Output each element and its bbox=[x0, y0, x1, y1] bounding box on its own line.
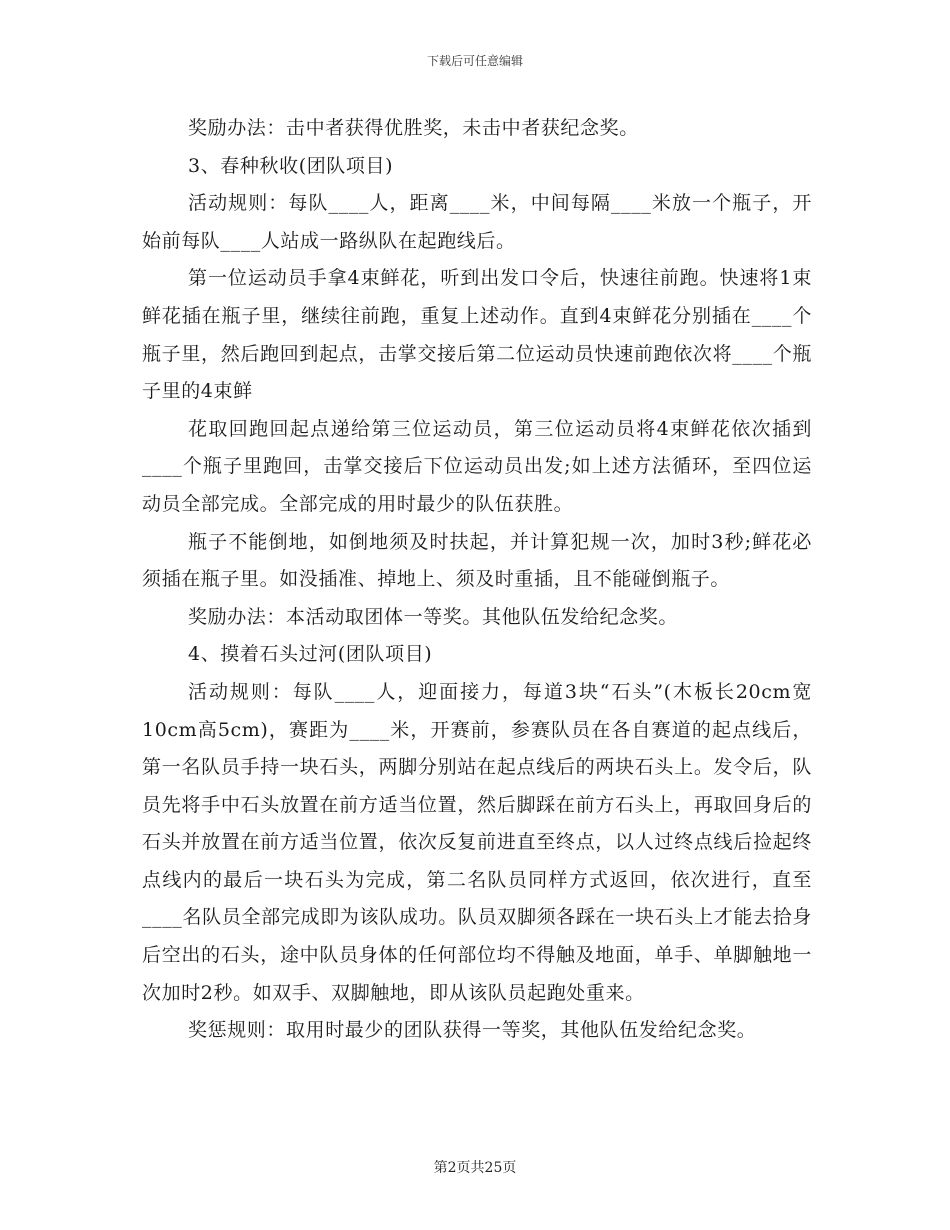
page-number: 第2页共25页 bbox=[433, 1160, 517, 1176]
procedure-continued-paragraph: 花取回跑回起点递给第三位运动员，第三位运动员将4束鲜花依次插到____个瓶子里跑回，击掌交接后下位运动员出发;如上述方法循环，至四位运动员全部完成。全部完成的用时最少的队伍获胜。 bbox=[142, 417, 812, 515]
rules-paragraph: 活动规则：每队____人，迎面接力，每道3块“石头”(木板长20cm宽10cm高5cm)，赛距为____米，开赛前，参赛队员在各自赛道的起点线后，第一名队员手持一块石头，两脚分别站在起点线后的两块石头上。发令后，队员先将手中石头放置在前方适当位置，然后脚踩在前方石头上，再取回身后的石头并放置在前方适当位置，依次反复前进直至终点，以人过终点线后捡起终点线内的最后一块石头为完成，第二名队员同样方式返回，依次进行，直至____名队员全部完成即为该队成功。队员双脚须各踩在一块石头上才能去拾身后空出的石头，途中队员身体的任何部位均不得触及地面，单手、单脚触地一次加时2秒。如双手、双脚触地，即从该队员起跑处重来。 bbox=[142, 680, 812, 1004]
rules-paragraph: 活动规则：每队____人，距离____米，中间每隔____米放一个瓶子，开始前每队____人站成一路纵队在起跑线后。 bbox=[142, 192, 812, 252]
section-heading-river-crossing: 4、摸着石头过河(团队项目) bbox=[188, 643, 433, 666]
document-body bbox=[142, 110, 812, 1050]
penalty-paragraph: 瓶子不能倒地，如倒地须及时扶起，并计算犯规一次，加时3秒;鲜花必须插在瓶子里。如没插准、掉地上、须及时重插，且不能碰倒瓶子。 bbox=[142, 530, 812, 591]
award-rules-paragraph: 奖惩规则：取用时最少的团队获得一等奖，其他队伍发给纪念奖。 bbox=[188, 1019, 757, 1042]
award-method-paragraph: 奖励办法：击中者获得优胜奖，未击中者获纪念奖。 bbox=[188, 117, 639, 139]
section-heading-spring-autumn: 3、春种秋收(团队项目) bbox=[188, 154, 394, 177]
award-method-paragraph: 奖励办法：本活动取团体一等奖。其他队伍发给纪念奖。 bbox=[188, 605, 679, 628]
procedure-paragraph: 第一位运动员手拿4束鲜花，听到出发口令后，快速往前跑。快速将1束鲜花插在瓶子里，继续往前跑，重复上述动作。直到4束鲜花分别插在____个瓶子里，然后跑回到起点，击掌交接后第二位运动员快速前跑依次将____个瓶子里的4束鲜 bbox=[142, 267, 812, 403]
page-header: 下载后可任意编辑 bbox=[426, 54, 523, 68]
